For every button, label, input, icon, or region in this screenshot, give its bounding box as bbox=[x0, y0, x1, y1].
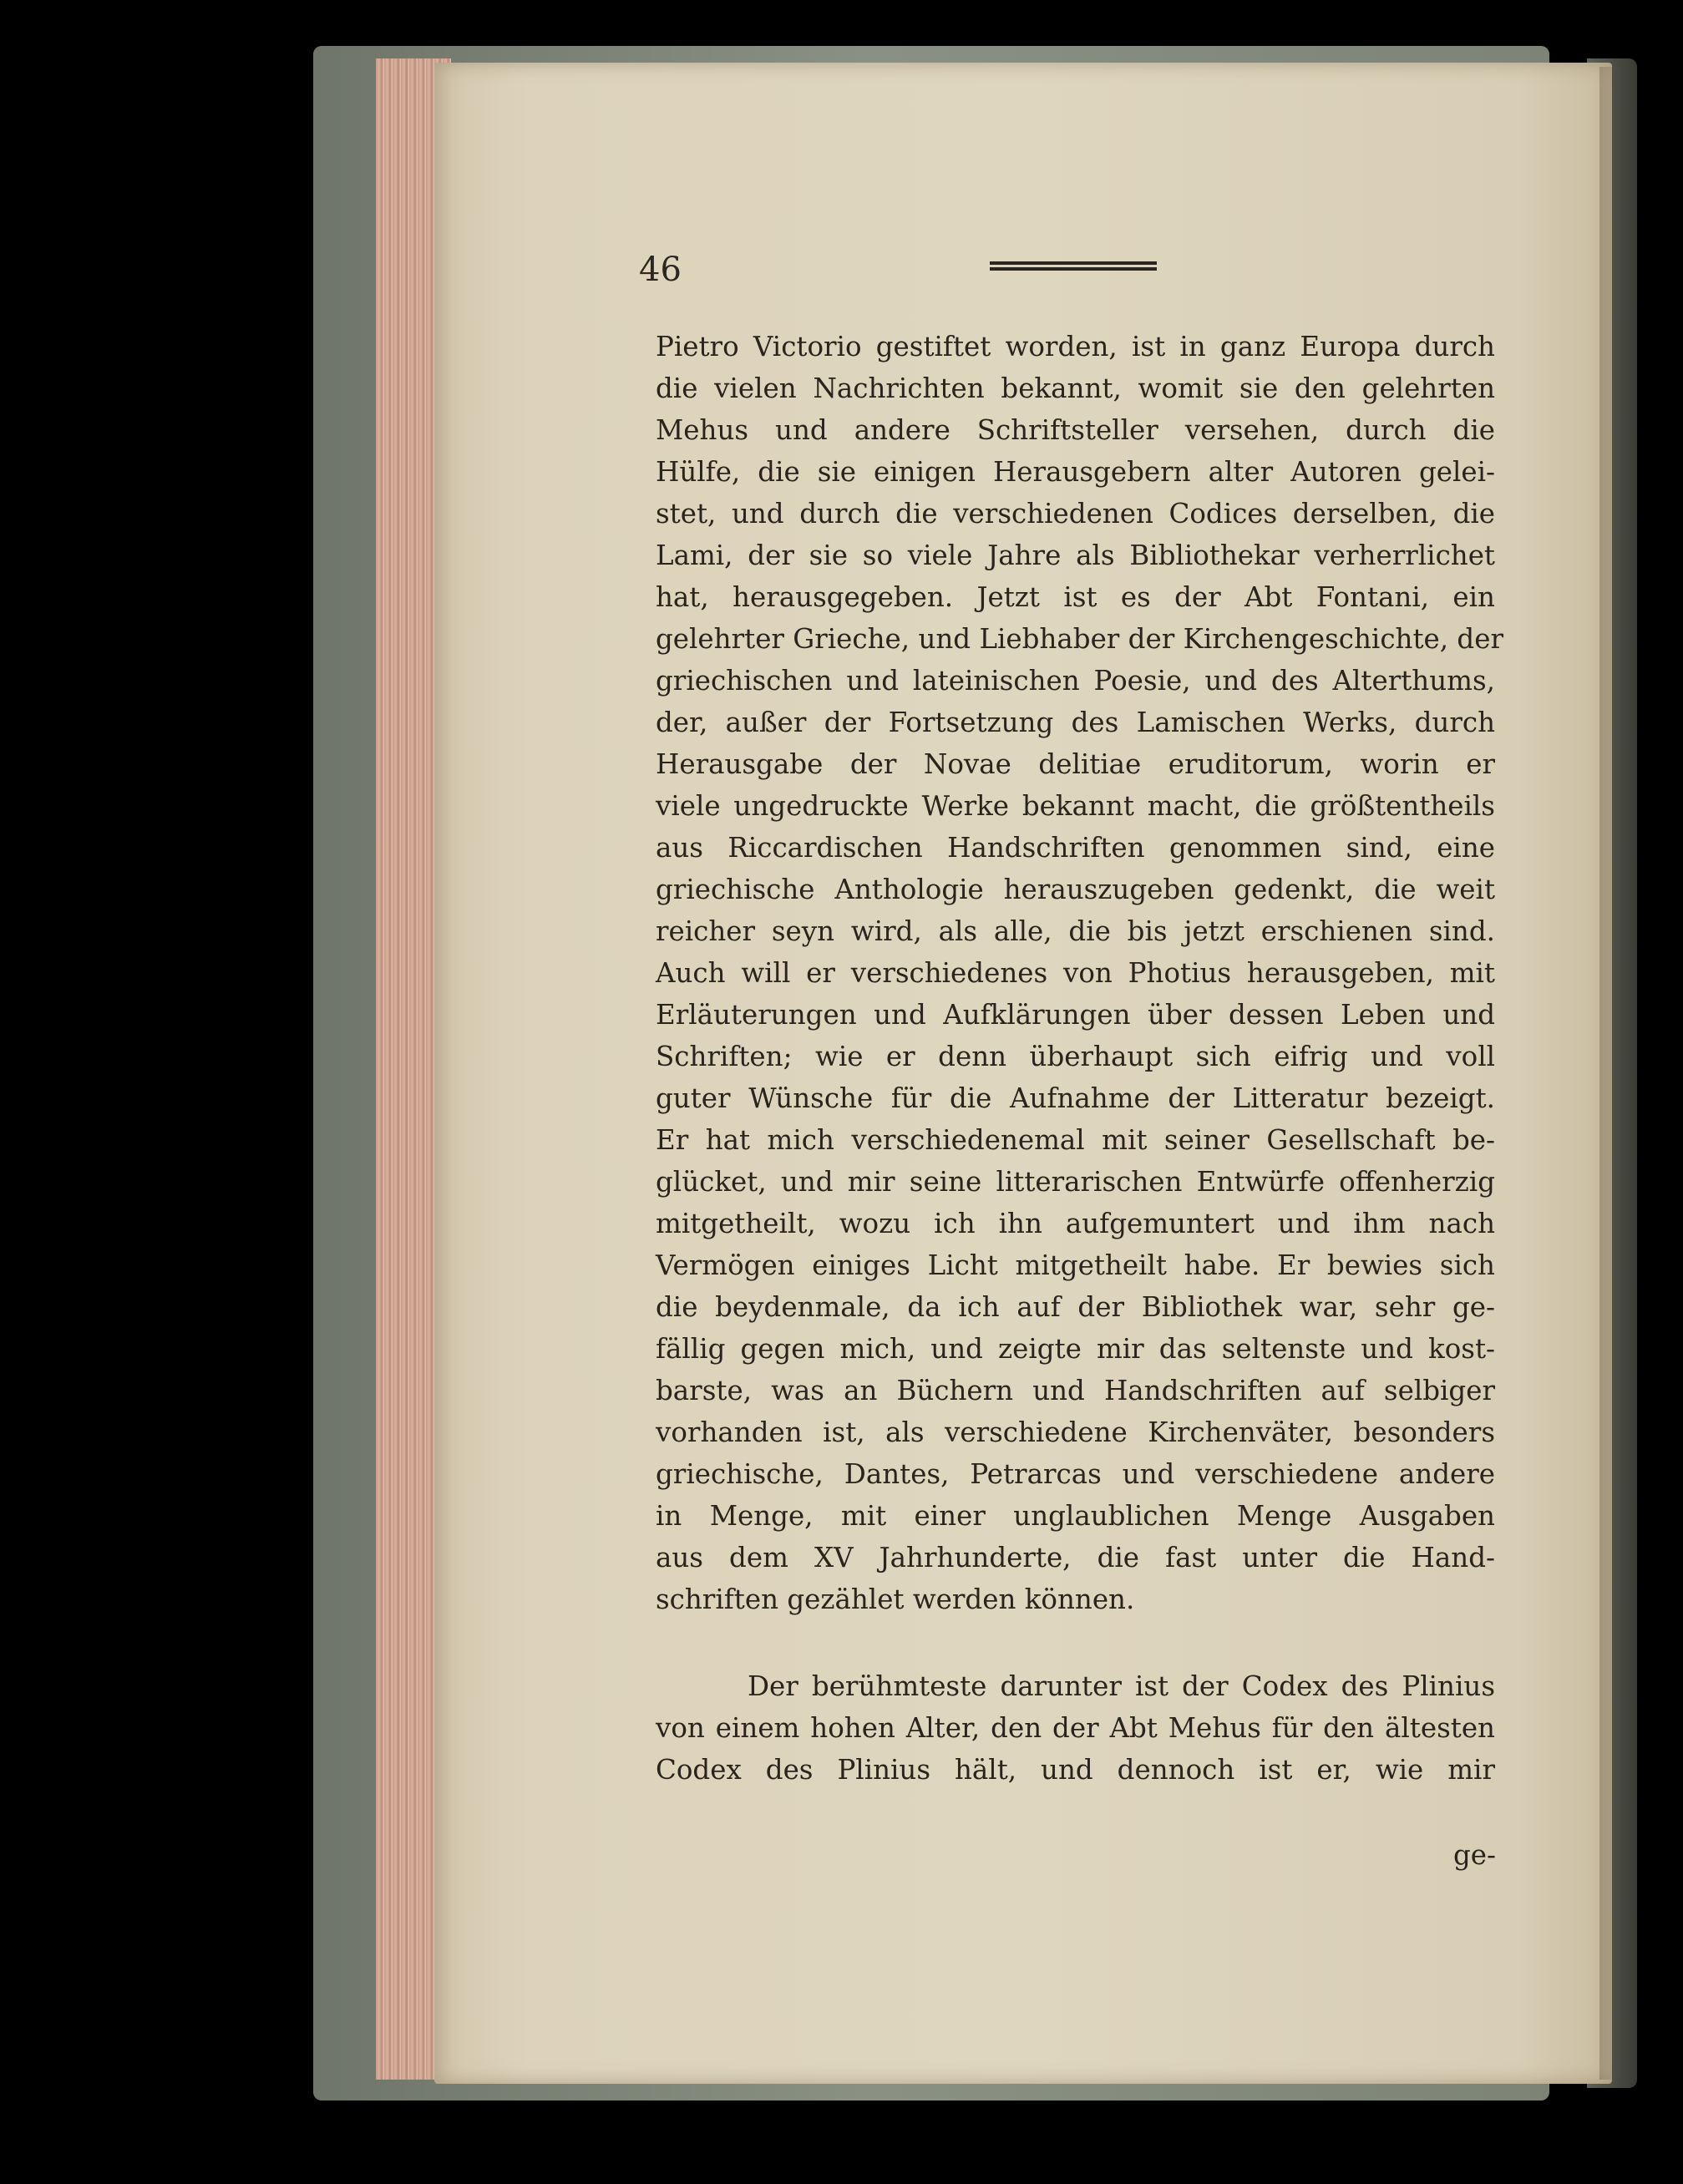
text-line: hat, herausgegeben. Jetzt ist es der Abt Fontani, ein bbox=[656, 581, 1495, 613]
text-line: vorhanden ist, als verschiedene Kirchenväter, besonders bbox=[656, 1416, 1495, 1448]
text-line: die vielen Nachrichten bekannt, womit sie den gelehrten bbox=[656, 372, 1495, 404]
text-line: Der berühmteste darunter ist der Codex des Plinius bbox=[748, 1670, 1495, 1702]
text-line: reicher seyn wird, als alle, die bis jetzt erschienen sind. bbox=[656, 915, 1495, 947]
text-line: aus dem XV Jahrhunderte, die fast unter die Hand- bbox=[656, 1542, 1495, 1573]
text-line: Vermögen einiges Licht mitgetheilt habe. Er bewies sich bbox=[656, 1249, 1495, 1281]
text-line: glücket, und mir seine litterarischen Entwürfe offenherzig bbox=[656, 1166, 1495, 1198]
text-line: der, außer der Fortsetzung des Lamischen Werks, durch bbox=[656, 707, 1495, 738]
text-line: Er hat mich verschiedenemal mit seiner Gesellschaft be- bbox=[656, 1124, 1495, 1156]
paragraph-2 bbox=[656, 1665, 1495, 1791]
text-line: schriften gezählet werden können. bbox=[656, 1584, 1135, 1615]
text-line: Erläuterungen und Aufklärungen über dessen Leben und bbox=[656, 999, 1495, 1031]
text-line: Herausgabe der Novae delitiae eruditorum, worin er bbox=[656, 748, 1495, 780]
text-line: griechische Anthologie herauszugeben gedenkt, die weit bbox=[656, 874, 1495, 905]
text-line: aus Riccardischen Handschriften genommen sind, eine bbox=[656, 832, 1495, 864]
text-line: barste, was an Büchern und Handschriften auf selbiger bbox=[656, 1375, 1495, 1406]
text-line: Auch will er verschiedenes von Photius herausgeben, mit bbox=[656, 957, 1495, 989]
text-line: Codex des Plinius hält, und dennoch ist er, wie mir bbox=[656, 1754, 1495, 1786]
catchword: ge- bbox=[1453, 1839, 1497, 1871]
text-line: Lami, der sie so viele Jahre als Bibliothekar verherrlichet bbox=[656, 540, 1495, 571]
body-text bbox=[656, 326, 1503, 1791]
text-line: stet, und durch die verschiedenen Codices derselben, die bbox=[656, 498, 1495, 530]
text-line: Hülfe, die sie einigen Herausgebern alter Autoren gelei- bbox=[656, 456, 1495, 488]
text-line: Pietro Victorio gestiftet worden, ist in ganz Europa durch bbox=[656, 331, 1495, 362]
paragraph-1 bbox=[656, 326, 1503, 1620]
text-line: Schriften; wie er denn überhaupt sich eifrig und voll bbox=[656, 1041, 1495, 1072]
page-number: 46 bbox=[639, 251, 682, 289]
header-rule bbox=[990, 261, 1157, 274]
text-line: mitgetheilt, wozu ich ihn aufgemuntert und ihm nach bbox=[656, 1208, 1495, 1239]
text-line: griechischen und lateinischen Poesie, und des Alterthums, bbox=[656, 665, 1495, 697]
text-line: gelehrter Grieche, und Liebhaber der Kirchengeschichte, der bbox=[656, 623, 1503, 655]
text-line: von einem hohen Alter, den der Abt Mehus für den ältesten bbox=[656, 1712, 1495, 1744]
text-line: fällig gegen mich, und zeigte mir das seltenste und kost- bbox=[656, 1333, 1495, 1365]
text-line: griechische, Dantes, Petrarcas und verschiedene andere bbox=[656, 1458, 1495, 1490]
text-line: die beydenmale, da ich auf der Bibliothek war, sehr ge- bbox=[656, 1291, 1495, 1323]
text-line: Mehus und andere Schriftsteller versehen, durch die bbox=[656, 414, 1495, 446]
text-line: viele ungedruckte Werke bekannt macht, die größtentheils bbox=[656, 790, 1495, 822]
text-line: guter Wünsche für die Aufnahme der Litteratur bezeigt. bbox=[656, 1082, 1495, 1114]
gutter-shadow bbox=[1599, 67, 1625, 2080]
text-line: in Menge, mit einer unglaublichen Menge Ausgaben bbox=[656, 1500, 1495, 1532]
